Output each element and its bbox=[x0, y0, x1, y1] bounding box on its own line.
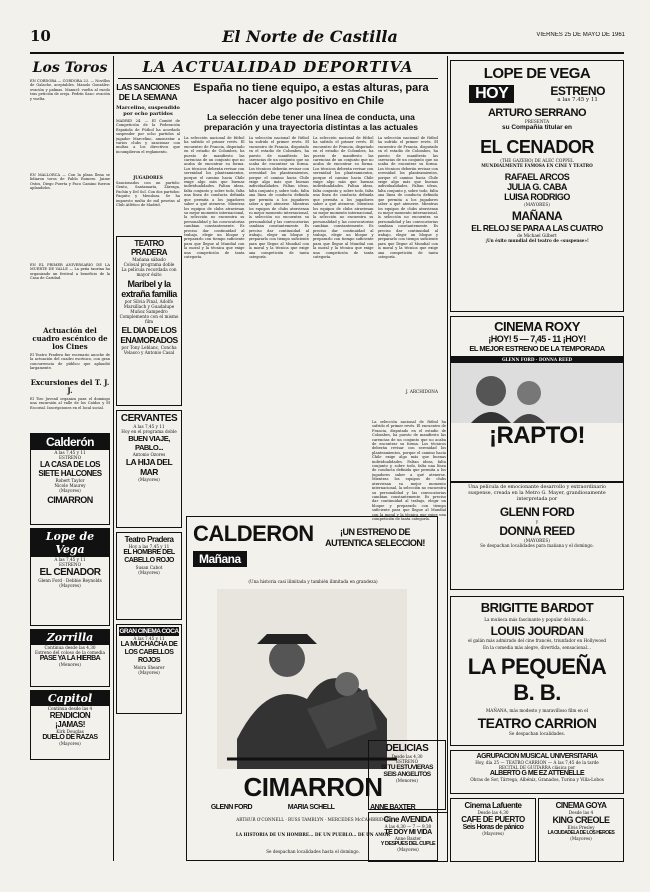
ad-title: GRAN CINEMA COCA bbox=[119, 628, 179, 635]
ad-star: ANNE BAXTER bbox=[370, 804, 416, 811]
ad-title: Capitol bbox=[31, 691, 109, 706]
ad-film: LA PEQUEÑA B. B. bbox=[467, 654, 607, 705]
ad-film: LA MUCHACHA DE LOS CABELLOS ROJOS bbox=[120, 641, 178, 664]
ad-film: CAFE DE PUERTO bbox=[461, 815, 525, 824]
ad-film: BUEN VIAJE, PABLO... bbox=[128, 434, 170, 452]
ad-footer: Se despachan localidades. bbox=[509, 731, 565, 736]
ad-line: (Mayores) bbox=[138, 670, 160, 675]
ad-line: A las 7,45 y 11 bbox=[133, 424, 165, 429]
headline: Excursiones del T. J. J. bbox=[30, 378, 110, 395]
ad-tagline: EL MEJOR ESTRENO DE LA TEMPORADA bbox=[469, 344, 605, 353]
ad-line: Elvis Presley bbox=[567, 825, 595, 830]
ad-play-sub: (THE GAZEBO) DE ALEC COPPEL bbox=[500, 158, 574, 163]
ad-teatro-carrion bbox=[450, 596, 624, 746]
ad-times: ¡HOY! 5 — 7,45 - 11 ¡HOY! bbox=[488, 334, 586, 344]
ad-line: ESTRENO bbox=[58, 562, 82, 567]
article-body: El Teatro Pradera fue escenario anoche de la actuación del cuadro escénico, con gran concurrencia de público que aplaudió largamente. bbox=[30, 353, 110, 371]
ad-star: BRIGITTE BARDOT bbox=[480, 600, 594, 615]
ad-line: Moira Shearer bbox=[133, 665, 165, 670]
ad-line: Nicole Maurey bbox=[54, 483, 86, 488]
ad-next-author: de Michael Gilbert bbox=[517, 233, 557, 238]
ad-line: Continua desde las 4 bbox=[47, 706, 93, 711]
ad-star: GLENN FORD bbox=[210, 804, 253, 811]
ad-line: (Mayores) bbox=[59, 488, 81, 493]
ad-line: (Mayores) bbox=[138, 570, 160, 575]
ad-film: RENDICION bbox=[49, 711, 91, 720]
article-body-col: La selección nacional de fútbol ha sufrido el primer revés. El encuentro de Francia, disputado en el estadio de Colombes, ha puesto de manifiesto las carencias de un conjunto que no acaba de encontrar su forma. Los técnicos deberán revisar con serenidad los planteamientos, porque el camino hacia Chile exige algo más que buenas individualidades. Faltan ideas, falta conjunto y, sobre todo, falta una línea de conducta definida que permita a los jugadores saber a qué atenerse. Mientras los equipos de clubs atraviesan su mejor momento internacional, la selección no encuentra su personalidad y las convocatorias cambian constantemente. Es preciso dar continuidad al trabajo, elegir un bloque y prepararlo con tiempo suficiente para que llegue al Mundial con la moral y la técnica que exige una competición de tanta categoría. bbox=[248, 136, 309, 259]
ad-title: Zorrilla bbox=[31, 630, 109, 645]
ad-film: TE DOY MI VIDA bbox=[384, 829, 432, 836]
ad-title: Cinema Lafuente bbox=[464, 801, 522, 810]
ad-line: Antonio Ozores bbox=[132, 452, 166, 457]
section-title-toros: Los Toros bbox=[32, 60, 108, 76]
ad-line: Glenn Ford · Debbie Reynolds bbox=[38, 578, 102, 583]
ad-desc: el galán más admirado del cine francés, triunfador en Hollywood bbox=[467, 638, 607, 643]
ad-hoy: HOY bbox=[469, 85, 514, 103]
ad-footer: Se despachan localidades hasta el domingo. bbox=[266, 849, 360, 854]
ad-title: TEATRO PRADERA bbox=[130, 239, 168, 257]
ad-star: GLENN FORD bbox=[499, 505, 575, 519]
article-body: Sancionados con un partido: Gento, Santamaría, Zárraga, Pachín y Del Sol. Con dos partidos: Paquito y Mendoza. Se ha impuesto multa de mil pesetas al Club Atlético de Madrid. bbox=[116, 181, 180, 208]
article-subhead: Marcelino, suspendido por ocho partidos bbox=[116, 105, 180, 117]
ad-line: Continua desde las 4,30 bbox=[44, 645, 96, 650]
ad-film: LA CIUDADELA DE LOS HEROES bbox=[547, 830, 615, 836]
ad-film: LA HIJA DEL MAR bbox=[125, 457, 173, 477]
ad-line: La película recordada con mayor éxito bbox=[121, 267, 177, 277]
ad-stars-banner: GLENN FORD · DONNA REED bbox=[451, 356, 623, 363]
ad-star: DONNA REED bbox=[499, 524, 575, 538]
ad-line: Estreno del coloso de la comedia bbox=[35, 650, 105, 655]
feature-continuation bbox=[372, 420, 446, 736]
ad-star: MARIA SCHELL bbox=[287, 804, 335, 811]
ad-line: (Mayores) bbox=[570, 836, 592, 841]
page-number: 10 bbox=[30, 27, 51, 45]
ad-roxy-details bbox=[450, 482, 624, 590]
ad-film: Maribel y la extraña familia bbox=[121, 279, 177, 299]
article-title: LAS SANCIONES DE LA SEMANA bbox=[116, 82, 180, 102]
ad-next: EL RELOJ SE PARA A LAS CUATRO bbox=[471, 223, 603, 233]
ad-film: KING CREOLE bbox=[552, 815, 610, 825]
ad-film: PASE YA LA HIERBA bbox=[39, 655, 101, 662]
ad-credits: ARTHUR O'CONNELL · RUSS TAMBLYN · MERCEDES McCAMBRIDGE bbox=[236, 817, 390, 822]
article-subhead: La selección debe tener una línea de conducta, una preparación y una trayectoria distintas a las actuales bbox=[203, 112, 418, 132]
article-body-col: La selección nacional de fútbol ha sufrido el primer revés. El encuentro de Francia, disputado en el estadio de Colombes, ha puesto de manifiesto las carencias de un conjunto que no acaba de encontrar su forma. Los técnicos deberán revisar con serenidad los planteamientos, porque el camino hacia Chile exige algo más que buenas individualidades. Faltan ideas, falta conjunto y, sobre todo, falta una línea de conducta definida que permita a los jugadores saber a qué atenerse. Mientras los equipos de clubs atraviesan su mejor momento internacional, la selección no encuentra su personalidad y las convocatorias cambian constantemente. Es preciso dar continuidad al trabajo, elegir un bloque y prepararlo con tiempo suficiente para que llegue al Mundial con la moral y la técnica que exige una competición de tanta categoría. bbox=[372, 420, 446, 521]
issue-date: VIERNES 25 DE MAYO DE 1961 bbox=[536, 32, 625, 38]
ad-lope-de-vega bbox=[450, 60, 624, 312]
ad-tagline: Mañana bbox=[193, 551, 247, 567]
ad-film: SI TU ESTUVIERAS bbox=[381, 764, 433, 771]
ad-desc: Una película de emocionante desarrollo y extraordinario suspense, creada en la Metro G. Mayer, grandiosamente interpretada por bbox=[468, 485, 606, 502]
ad-line: ESTRENO bbox=[58, 455, 82, 460]
ad-line: por Tony Leblanc, Concha Velasco y Antonio Casal bbox=[121, 345, 177, 355]
notice-title: AGRUPACION MUSICAL UNIVERSITARIA bbox=[476, 753, 598, 760]
feature-article bbox=[184, 82, 438, 412]
ad-title: Calderón bbox=[31, 434, 109, 450]
ad-producer: ARTURO SERRANO bbox=[487, 107, 587, 119]
notice-line: RECITAL DE GUITARRA clásica por bbox=[498, 765, 576, 770]
ad-desc: La muñeca más fascinante y popular del mundo... bbox=[484, 617, 590, 622]
ad-pricing: Se despachan localidades para mañana y el domingo. bbox=[480, 543, 594, 548]
ad-film: SEIS ANGELITOS bbox=[383, 771, 431, 778]
ad-zorrilla bbox=[30, 629, 110, 687]
ad-line: Desde las 4 bbox=[568, 810, 594, 815]
ad-cinema-coca bbox=[116, 624, 182, 714]
masthead: El Norte de Castilla bbox=[222, 27, 398, 46]
left-column bbox=[30, 56, 110, 861]
bull-report: EN EL PRIMER ANIVERSARIO DE LA MUERTE DE VALLE — La peña taurina ha organizado un festival a beneficio de la Casa de Caridad. bbox=[30, 263, 110, 281]
ad-line: Kirk Douglas bbox=[56, 729, 84, 734]
ad-line: (Mayores) bbox=[482, 831, 504, 836]
section-banner: LA ACTUALIDAD DEPORTIVA bbox=[142, 58, 414, 76]
headline: Actuación del cuadro escénico de los Cines bbox=[32, 326, 108, 351]
ad-title: CINEMA GOYA bbox=[555, 801, 607, 810]
ad-note: MAÑANA, más modesto y maravilloso film en el bbox=[486, 708, 588, 713]
ad-teatro-pradera bbox=[116, 236, 182, 406]
ad-line: (Mayores) bbox=[59, 583, 81, 588]
ad-film: EL DIA DE LOS ENAMORADOS bbox=[120, 325, 178, 345]
ad-line: Mañana sábado bbox=[132, 257, 166, 262]
ad-presents: PRESENTA bbox=[524, 119, 550, 124]
ad-title: Cine AVENIDA bbox=[383, 815, 433, 824]
ad-cinema-goya bbox=[538, 798, 624, 862]
ad-line: Hoy en el programa doble bbox=[121, 429, 177, 434]
ad-title: CERVANTES bbox=[120, 413, 178, 424]
ad-cervantes bbox=[116, 410, 182, 528]
bull-report: EN MALLORCA — Con la plaza llena se lidiaron toros de Pablo Romero. Jaime Ostos, Diego Puerta y Paco Camino fueron aplaudidos. bbox=[30, 173, 110, 191]
article-body-col: La selección nacional de fútbol ha sufrido el primer revés. El encuentro de Francia, disputado en el estadio de Colombes, ha puesto de manifiesto las carencias de un conjunto que no acaba de encontrar su forma. Los técnicos deberán revisar con serenidad los planteamientos, porque el camino hacia Chile exige algo más que buenas individualidades. Faltan ideas, falta conjunto y, sobre todo, falta una línea de conducta definida que permita a los jugadores saber a qué atenerse. Mientras los equipos de clubs atraviesan su mejor momento internacional, la selección no encuentra su personalidad y las convocatorias cambian constantemente. Es preciso dar continuidad al trabajo, elegir un bloque y prepararlo con tiempo suficiente para que llegue al Mundial con la moral y la técnica que exige una competición de tanta categoría. bbox=[313, 136, 374, 259]
ad-line: ESTRENO bbox=[395, 759, 419, 764]
article-body-col: La selección nacional de fútbol ha sufrido el primer revés. El encuentro de Francia, disputado en el estadio de Colombes, ha puesto de manifiesto las carencias de un conjunto que no acaba de encontrar su forma. Los técnicos deberán revisar con serenidad los planteamientos, porque el camino hacia Chile exige algo más que buenas individualidades. Faltan ideas, falta conjunto y, sobre todo, falta una línea de conducta definida que permita a los jugadores saber a qué atenerse. Mientras los equipos de clubs atraviesan su mejor momento internacional, la selección no encuentra su personalidad y las convocatorias cambian constantemente. Es preciso dar continuidad al trabajo, elegir un bloque y prepararlo con tiempo suficiente para que llegue al Mundial con la moral y la técnica que exige una competición de tanta categoría. bbox=[377, 136, 438, 259]
ad-line: Desde las 4,30 bbox=[477, 810, 509, 815]
ad-line: A las 7,45 y 11 bbox=[54, 450, 86, 455]
ad-line: Colosal programa doble bbox=[123, 262, 175, 267]
ad-estreno: ESTRENO bbox=[550, 84, 605, 98]
notice-agrupacion-musical bbox=[450, 750, 624, 794]
ad-capitol bbox=[30, 690, 110, 760]
ad-caption: (Una historia casi ilimitada y también ilimitada en grandeza) bbox=[248, 579, 378, 584]
ad-teatro-pradera-small bbox=[116, 532, 182, 620]
ad-line: (Mayores) bbox=[59, 741, 81, 746]
ad-desc: En la comedia más alegre, divertida, sensacional... bbox=[483, 645, 591, 650]
ad-line: A las 4,30 — 7 — 9,30 bbox=[384, 824, 432, 829]
ad-line: A las 7,45 y 11 bbox=[54, 557, 86, 562]
ad-cinema-lafuente bbox=[450, 798, 536, 862]
ad-cast: RAFAEL ARCOS bbox=[504, 172, 570, 182]
ad-lope bbox=[30, 528, 110, 626]
ad-line: Complemento con el mismo film bbox=[119, 314, 179, 324]
ad-film: LA CASA DE LOS SIETE HALCONES bbox=[38, 460, 102, 478]
ad-line: Anne Baxter bbox=[394, 836, 422, 841]
ad-title: Lope de Vega bbox=[31, 529, 109, 557]
ad-film: ¡JAMAS! bbox=[55, 720, 85, 729]
ad-line: (Menores) bbox=[396, 778, 418, 783]
ad-tagline: ¡Un éxito mundial del teatro de «suspense»! bbox=[485, 238, 589, 243]
ad-and: y bbox=[535, 519, 539, 524]
ad-cinema-roxy bbox=[450, 316, 624, 482]
ad-title: CINEMA ROXY bbox=[494, 319, 580, 334]
ad-manana: MAÑANA bbox=[511, 209, 563, 223]
bull-report: EN CORDOBA — CORDOBA 23. — Novillos de Galache, aceptables. Manolo González: ovación y palmas. Manuel: vuelta al ruedo tras petición de oreja. Pedrín Sazo: ovación y vuelta. bbox=[30, 79, 110, 101]
ad-note: (MAYORES) bbox=[524, 538, 550, 543]
ad-line: Susan Cabot bbox=[135, 565, 163, 570]
ad-line: (Menores) bbox=[59, 662, 81, 667]
ad-cast: LUISA RODRIGO bbox=[504, 192, 570, 202]
ad-star: LOUIS JOURDAN bbox=[490, 624, 584, 638]
article-body: El Tiro Juvenil organiza para el domingo una excursión al valle de los Caídos y El Escorial. Inscripciones en el local social. bbox=[30, 397, 110, 410]
ad-film: EL CENADOR bbox=[39, 567, 101, 578]
ad-film: CIMARRON bbox=[47, 495, 93, 505]
ad-play: EL CENADOR bbox=[480, 137, 594, 157]
ad-line: Muñoz Sampedro bbox=[130, 309, 168, 314]
ad-calderon bbox=[30, 433, 110, 525]
notice-line: Obras de Sor, Tárrega, Albéniz, Granados, Turina y Villa-Lobos bbox=[470, 777, 604, 782]
ad-line: Robert Taylor bbox=[55, 478, 85, 483]
article-body: MADRID 24. — El Comité de Competición de la Federación Española de Fútbol ha acordado suspender por ocho partidos al jugador Marcelino, amonestar a varios clubs y sancionar con multas a los directivos que incumplieron el reglamento. bbox=[116, 119, 180, 154]
ad-title: DELICIAS bbox=[385, 743, 429, 754]
ad-film: Seis Horas de pánico bbox=[462, 824, 524, 831]
ad-title: LOPE DE VEGA bbox=[483, 65, 591, 82]
sanciones-article bbox=[116, 82, 180, 232]
ad-line: (Mayores) bbox=[138, 477, 160, 482]
ad-line: Hoy a las 7,45 y 11 bbox=[128, 544, 170, 549]
article-body-col: La selección nacional de fútbol ha sufrido el primer revés. El encuentro de Francia, disputado en el estadio de Colombes, ha puesto de manifiesto las carencias de un conjunto que no acaba de encontrar su forma. Los técnicos deberán revisar con serenidad los planteamientos, porque el camino hacia Chile exige algo más que buenas individualidades. Faltan ideas, falta conjunto y, sobre todo, falta una línea de conducta definida que permita a los jugadores saber a qué atenerse. Mientras los equipos de clubs atraviesan su mejor momento internacional, la selección no encuentra su personalidad y las convocatorias cambian constantemente. Es preciso dar continuidad al trabajo, elegir un bloque y prepararlo con tiempo suficiente para que llegue al Mundial con la moral y la técnica que exige una competición de tanta categoría. bbox=[184, 136, 245, 259]
ad-title: Teatro Pradera bbox=[124, 535, 174, 544]
ad-cast: JULIA G. CABA bbox=[507, 182, 567, 192]
ad-delicias bbox=[368, 740, 446, 810]
ad-times: a las 7.45 y 11 bbox=[557, 97, 598, 103]
ad-film: CIMARRON bbox=[243, 772, 383, 802]
ad-cine-avenida bbox=[368, 812, 448, 862]
ad-promo: ¡UN ESTRENO DE AUTENTICA SELECCION! bbox=[325, 527, 425, 548]
ad-theatre: TEATRO CARRION bbox=[477, 715, 597, 731]
film-still bbox=[451, 363, 623, 423]
ad-footer: LA HISTORIA DE UN HOMBRE... DE UN PUEBLO... DE UN AMOR bbox=[235, 832, 391, 837]
ad-line: A las 7,45 y 11 bbox=[133, 636, 165, 641]
article-headline: España no tiene equipo, a estas alturas, para hacer algo positivo en Chile bbox=[193, 82, 429, 107]
ad-cast-note: (MAYORES) bbox=[524, 202, 550, 207]
ad-film: ¡RAPTO! bbox=[488, 422, 586, 449]
ad-film: Y DESPUES DEL CUPLE bbox=[380, 841, 436, 847]
notice-line: Hoy, día 25 — TEATRO CARRION — A las 7,45 de la tarde bbox=[475, 760, 599, 765]
notice-artist: ALBERTO G ME EZ ATTENELLE bbox=[489, 770, 585, 777]
ad-title: CALDERON bbox=[193, 521, 314, 546]
ad-line: (Mayores) bbox=[397, 847, 419, 852]
ad-line: Desde las 4,30 bbox=[391, 754, 423, 759]
ad-fame: MUNDIALMENTE FAMOSA EN CINE Y TEATRO bbox=[481, 163, 593, 168]
ad-film: DUELO DE RAZAS bbox=[42, 734, 98, 741]
ad-line: por Silvia Pinal, Adolfo Marsillach y Guadalupe bbox=[123, 299, 175, 309]
article-signature: J. ARCHIDONA bbox=[405, 389, 438, 394]
article-subhead: JUGADORES bbox=[133, 175, 163, 180]
ad-company: su Compañía titular en bbox=[501, 124, 573, 131]
ad-film: EL HOMBRE DEL CABELLO ROJO bbox=[123, 549, 175, 564]
